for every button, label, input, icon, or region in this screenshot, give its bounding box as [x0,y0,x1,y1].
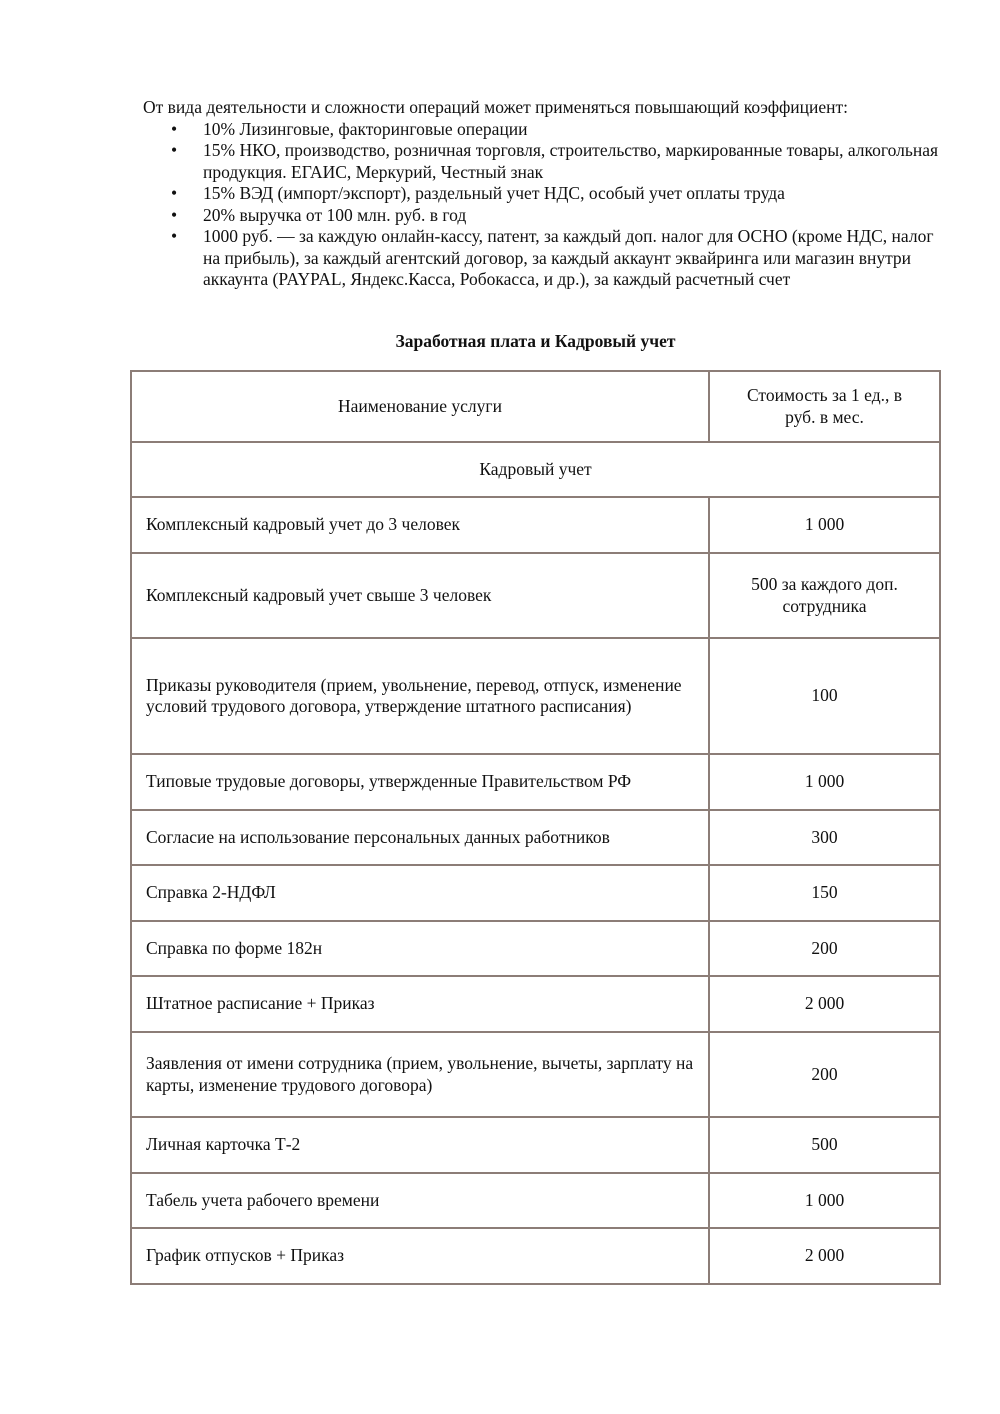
services-table [130,370,941,1285]
bullet-icon: • [171,183,178,203]
coefficient-list [143,119,943,291]
intro-section [143,97,943,291]
group-label: Кадровый учет [131,442,940,497]
column-header-price: Стоимость за 1 ед., в руб. в мес. [709,371,940,442]
table-row [131,865,940,921]
service-price: 1 000 [709,754,940,810]
table-row [131,1173,940,1228]
table-row [131,754,940,810]
service-name: Справка 2-НДФЛ [131,865,709,921]
service-price: 500 за каждого доп. сотрудника [709,553,940,638]
service-price: 300 [709,810,940,865]
table-row [131,553,940,638]
service-price: 200 [709,1032,940,1117]
table-header-row [131,371,940,442]
bullet-icon: • [171,140,178,160]
service-price: 2 000 [709,976,940,1032]
bullet-icon: • [171,226,178,246]
service-name: Комплексный кадровый учет до 3 человек [131,497,709,553]
table-row [131,638,940,754]
intro-lead: От вида деятельности и сложности операций может применяться повышающий коэффициент: [143,97,849,117]
service-name: Справка по форме 182н [131,921,709,976]
service-name: Табель учета рабочего времени [131,1173,709,1228]
service-price: 100 [709,638,940,754]
service-name: Типовые трудовые договоры, утвержденные Правительством РФ [131,754,709,810]
service-price: 150 [709,865,940,921]
table-row [131,1032,940,1117]
service-name: Заявления от имени сотрудника (прием, увольнение, вычеты, зарплату на карты, изменение трудового договора) [131,1032,709,1117]
bullet-icon: • [171,204,178,225]
table-row [131,497,940,553]
service-price: 1 000 [709,497,940,553]
service-price: 500 [709,1117,940,1173]
column-header-name: Наименование услуги [131,371,709,442]
service-name: Приказы руководителя (прием, увольнение, перевод, отпуск, изменение условий трудового договора, утверждение штатного расписания) [131,638,709,754]
list-item: • 10% Лизинговые, факторинговые операции [171,118,528,139]
table-row [131,810,940,865]
service-name: Штатное расписание + Приказ [131,976,709,1032]
list-item: • 1000 руб. — за каждую онлайн-кассу, патент, за каждый доп. налог для ОСНО (кроме НДС, налог на прибыль), за каждый агентский договор, за каждый аккаунт эквайринга или магазин внутри аккаунта (PAYPAL, Яндекс.Касса, Робокасса, и др.), за каждый расчетный счет [171,226,934,289]
service-name: График отпусков + Приказ [131,1228,709,1284]
service-price: 1 000 [709,1173,940,1228]
service-name: Комплексный кадровый учет свыше 3 человек [131,553,709,638]
table-row [131,921,940,976]
table-row [131,1117,940,1173]
bullet-icon: • [171,118,178,139]
service-price: 200 [709,921,940,976]
list-item: • 15% НКО, производство, розничная торговля, строительство, маркированные товары, алкогольная продукция. ЕГАИС, Меркурий, Честный знак [171,140,939,182]
table-row [131,1228,940,1284]
table-row [131,976,940,1032]
group-row [131,442,940,497]
list-item: • 20% выручка от 100 млн. руб. в год [171,204,467,225]
list-item: • 15% ВЭД (импорт/экспорт), раздельный учет НДС, особый учет оплаты труда [171,183,785,203]
service-name: Личная карточка Т-2 [131,1117,709,1173]
service-name: Согласие на использование персональных данных работников [131,810,709,865]
section-title: Заработная плата и Кадровый учет [395,331,676,351]
service-price: 2 000 [709,1228,940,1284]
